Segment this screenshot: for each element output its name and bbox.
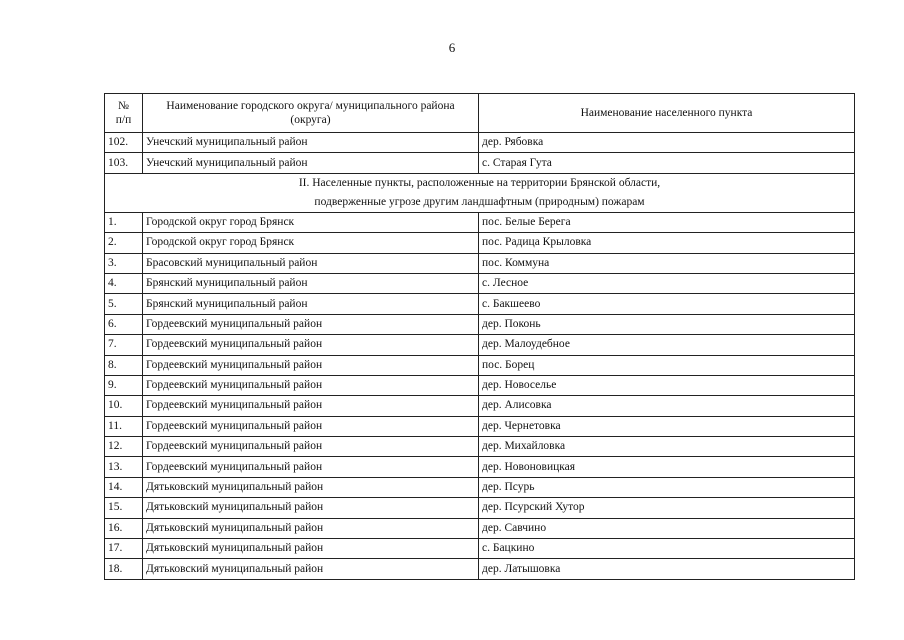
row-number: 7. — [105, 335, 143, 355]
row-district: Гордеевский муниципальный район — [143, 355, 479, 375]
page-number: 6 — [448, 40, 456, 55]
row-number: 1. — [105, 212, 143, 232]
row-settlement: дер. Новоновицкая — [479, 457, 855, 477]
row-number: 18. — [105, 559, 143, 579]
row-settlement: с. Лесное — [479, 273, 855, 293]
row-number: 2. — [105, 233, 143, 253]
table-row — [105, 437, 855, 457]
table-row — [105, 518, 855, 538]
header-district: Наименование городского округа/ муниципального района (округа) — [143, 94, 479, 133]
table-row — [105, 498, 855, 518]
table-row — [105, 396, 855, 416]
row-settlement: дер. Псурь — [479, 477, 855, 497]
table-row — [105, 314, 855, 334]
row-settlement: дер. Савчино — [479, 518, 855, 538]
table-row — [105, 153, 855, 173]
row-district: Дятьковский муниципальный район — [143, 559, 479, 579]
row-district: Дятьковский муниципальный район — [143, 498, 479, 518]
row-number: 13. — [105, 457, 143, 477]
row-district: Гордеевский муниципальный район — [143, 375, 479, 395]
row-number: 102. — [105, 133, 143, 153]
row-district: Гордеевский муниципальный район — [143, 314, 479, 334]
row-settlement: дер. Чернетовка — [479, 416, 855, 436]
row-number: 5. — [105, 294, 143, 314]
row-number: 10. — [105, 396, 143, 416]
row-district: Городской округ город Брянск — [143, 212, 479, 232]
table-row — [105, 375, 855, 395]
row-settlement: с. Бакшеево — [479, 294, 855, 314]
row-settlement: дер. Михайловка — [479, 437, 855, 457]
table-row — [105, 294, 855, 314]
table-row — [105, 335, 855, 355]
row-number: 15. — [105, 498, 143, 518]
table-row — [105, 253, 855, 273]
row-district: Дятьковский муниципальный район — [143, 539, 479, 559]
row-number: 9. — [105, 375, 143, 395]
row-number: 8. — [105, 355, 143, 375]
section-heading: II. Населенные пункты, расположенные на территории Брянской области, подверженные угрозе другим ландшафтным (природным) пожарам — [105, 173, 855, 212]
row-district: Брянский муниципальный район — [143, 273, 479, 293]
row-number: 3. — [105, 253, 143, 273]
header-settlement: Наименование населенного пункта — [479, 94, 855, 133]
settlements-table — [104, 93, 855, 580]
row-district: Унечский муниципальный район — [143, 153, 479, 173]
table-row — [105, 416, 855, 436]
row-district: Гордеевский муниципальный район — [143, 416, 479, 436]
row-number: 11. — [105, 416, 143, 436]
table-row — [105, 559, 855, 579]
row-district: Дятьковский муниципальный район — [143, 518, 479, 538]
row-settlement: дер. Алисовка — [479, 396, 855, 416]
table-row — [105, 233, 855, 253]
row-settlement: дер. Псурский Хутор — [479, 498, 855, 518]
table-row — [105, 133, 855, 153]
row-settlement: с. Бацкино — [479, 539, 855, 559]
table-row — [105, 273, 855, 293]
row-district: Унечский муниципальный район — [143, 133, 479, 153]
row-settlement: пос. Белые Берега — [479, 212, 855, 232]
row-district: Брасовский муниципальный район — [143, 253, 479, 273]
row-district: Гордеевский муниципальный район — [143, 396, 479, 416]
table-header-row — [105, 94, 855, 133]
row-district: Брянский муниципальный район — [143, 294, 479, 314]
row-number: 17. — [105, 539, 143, 559]
row-number: 12. — [105, 437, 143, 457]
table-row — [105, 539, 855, 559]
row-settlement: дер. Поконь — [479, 314, 855, 334]
row-number: 103. — [105, 153, 143, 173]
row-settlement: пос. Радица Крыловка — [479, 233, 855, 253]
row-district: Дятьковский муниципальный район — [143, 477, 479, 497]
row-settlement: с. Старая Гута — [479, 153, 855, 173]
table-row — [105, 355, 855, 375]
row-district: Гордеевский муниципальный район — [143, 457, 479, 477]
table-row — [105, 457, 855, 477]
row-district: Гордеевский муниципальный район — [143, 437, 479, 457]
row-settlement: дер. Латышовка — [479, 559, 855, 579]
row-number: 14. — [105, 477, 143, 497]
row-settlement: пос. Борец — [479, 355, 855, 375]
row-settlement: дер. Малоудебное — [479, 335, 855, 355]
row-settlement: дер. Рябовка — [479, 133, 855, 153]
row-district: Городской округ город Брянск — [143, 233, 479, 253]
row-settlement: дер. Новоселье — [479, 375, 855, 395]
header-number: № п/п — [105, 94, 143, 133]
row-number: 4. — [105, 273, 143, 293]
table-row — [105, 212, 855, 232]
row-number: 6. — [105, 314, 143, 334]
row-number: 16. — [105, 518, 143, 538]
section-row — [105, 173, 855, 212]
row-district: Гордеевский муниципальный район — [143, 335, 479, 355]
table-row — [105, 477, 855, 497]
row-settlement: пос. Коммуна — [479, 253, 855, 273]
